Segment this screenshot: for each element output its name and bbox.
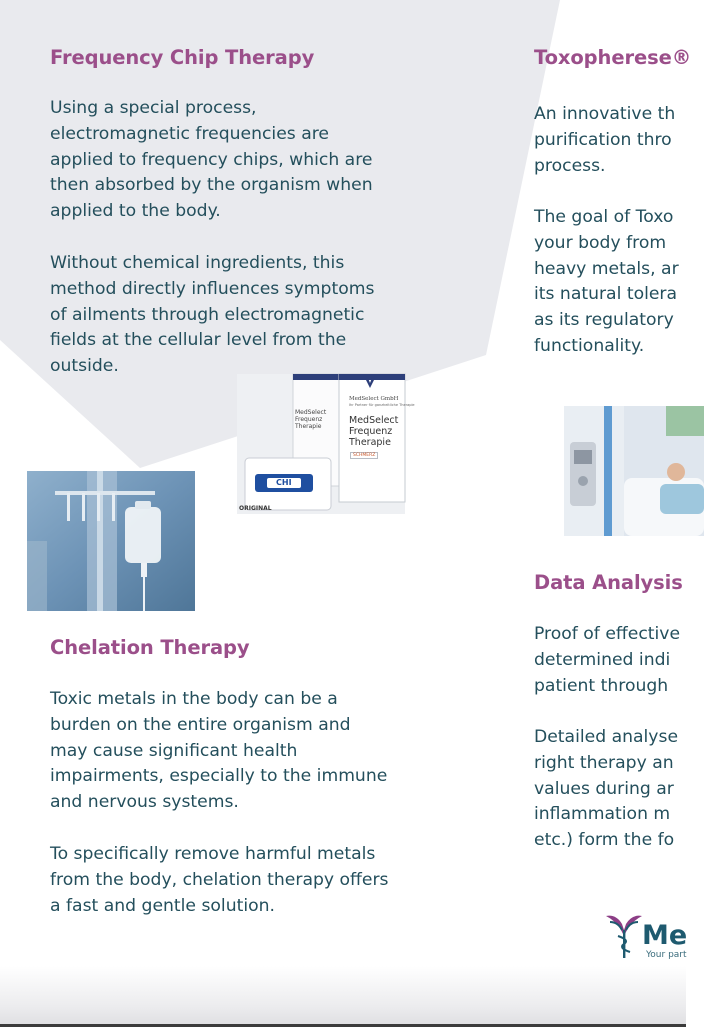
text-line: your body from [534, 232, 667, 253]
text-line: as its regulatory [534, 310, 674, 331]
data-analysis-paragraph-2 [534, 725, 678, 854]
text-line: its natural tolera [534, 284, 678, 305]
iv-drip-photo [27, 471, 195, 611]
text-line: heavy metals, ar [534, 258, 679, 279]
text-line: impairments, especially to the immune [50, 766, 388, 787]
caduceus-icon [604, 912, 644, 960]
text-line: The goal of Toxo [534, 207, 674, 227]
text-line: of ailments through electromagnetic [50, 304, 365, 325]
text-line: right therapy an [534, 752, 674, 773]
back-box-title [295, 409, 326, 430]
product-title-line: Frequenz [295, 416, 323, 423]
frequency-paragraph-2 [50, 251, 450, 380]
text-line: functionality. [534, 335, 645, 356]
company-logo [604, 912, 694, 962]
text-line: electromagnetic frequencies are [50, 123, 329, 144]
text-line: determined indi [534, 649, 671, 670]
text-line: Using a special process, [50, 98, 257, 118]
text-line: To specifically remove harmful metals [50, 844, 376, 864]
frequency-title: Frequency Chip Therapy [50, 46, 315, 69]
text-line: etc.) form the fo [534, 830, 675, 851]
text-line: An innovative th [534, 104, 676, 124]
chelation-title: Chelation Therapy [50, 636, 250, 659]
text-line: Detailed analyse [534, 727, 679, 747]
text-line: purification thro [534, 129, 672, 150]
text-line: applied to frequency chips, which are [50, 149, 373, 170]
product-tag: SCHMERZ [350, 452, 378, 459]
text-line: may cause significant health [50, 740, 298, 761]
text-line: burden on the entire organism and [50, 714, 351, 735]
text-line: Proof of effective [534, 624, 681, 644]
frequency-paragraph-1 [50, 96, 450, 225]
text-line: process. [534, 155, 606, 176]
toxopherese-title: Toxopherese® [534, 46, 692, 69]
text-line: patient through [534, 675, 669, 696]
text-line: inflammation m [534, 804, 671, 825]
product-title-line: MedSelect [349, 415, 399, 426]
clinic-photo [564, 406, 704, 536]
data-analysis-title: Data Analysis [534, 571, 683, 594]
chelation-paragraph-1 [50, 687, 450, 816]
logo-text: Me [642, 920, 688, 951]
text-line: from the body, chelation therapy offers [50, 869, 389, 890]
product-brand-sub: Ihr Partner für ganzheitliche Therapie [349, 403, 415, 407]
iv-drip-illustration [27, 471, 195, 611]
product-box-photo [237, 374, 415, 514]
text-line: a fast and gentle solution. [50, 895, 275, 916]
chip-label: CHI [276, 478, 292, 487]
text-line: Toxic metals in the body can be a [50, 689, 338, 709]
clinic-illustration [564, 406, 704, 536]
page-bottom-edge [0, 966, 686, 1027]
original-label: ORIGINAL [239, 505, 272, 512]
logo-subtitle: Your part [646, 950, 687, 960]
data-analysis-paragraph-1 [534, 622, 680, 699]
product-title-line: Frequenz [349, 426, 393, 437]
product-title [349, 415, 398, 448]
chelation-paragraph-2 [50, 842, 450, 919]
text-line: values during ar [534, 778, 674, 799]
text-line: outside. [50, 356, 119, 377]
text-line: Without chemical ingredients, this [50, 253, 345, 273]
toxopherese-paragraph-1 [534, 102, 675, 179]
toxopherese-paragraph-2 [534, 205, 679, 360]
text-line: and nervous systems. [50, 792, 239, 813]
text-line: applied to the body. [50, 201, 221, 222]
product-title-line: Therapie [349, 437, 391, 448]
text-line: method directly influences symptoms [50, 278, 375, 299]
right-column [534, 0, 692, 966]
text-line: then absorbed by the organism when [50, 175, 373, 196]
product-brand: MedSelect GmbH [349, 396, 399, 402]
text-line: fields at the cellular level from the [50, 330, 347, 351]
product-title-line: MedSelect [295, 409, 327, 416]
product-title-line: Therapie [295, 423, 322, 430]
